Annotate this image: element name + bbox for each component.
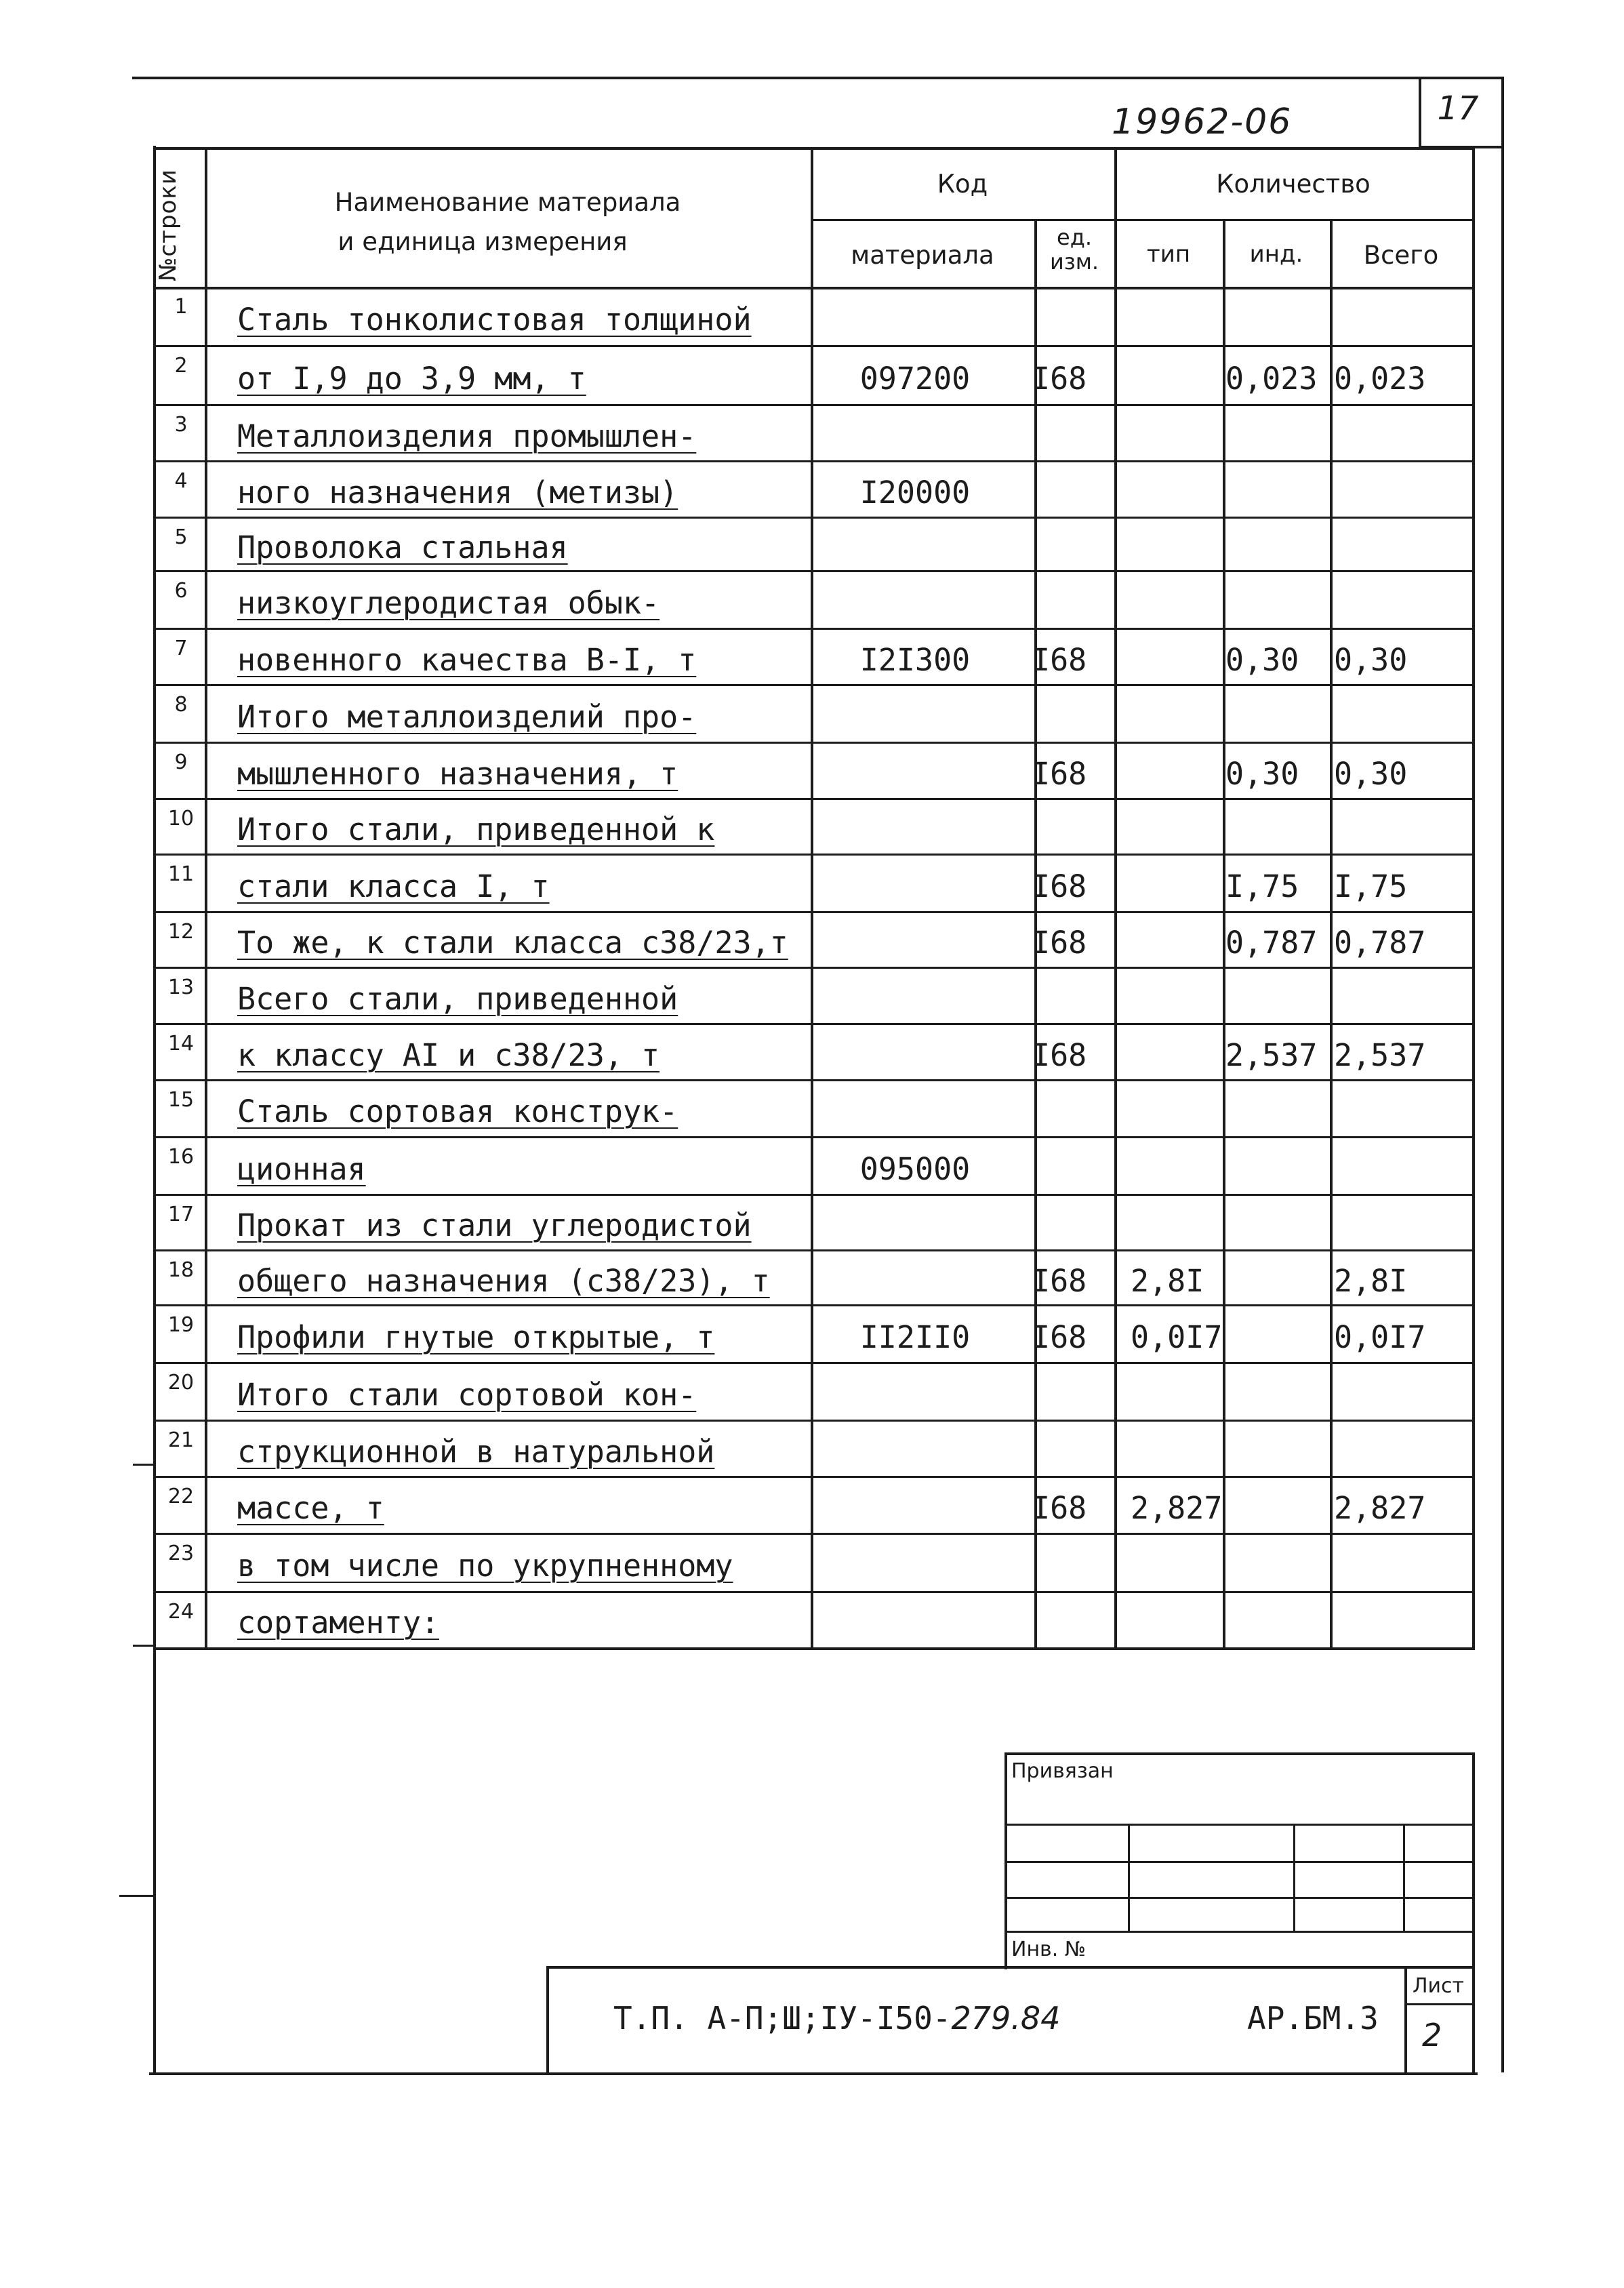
- sheet-number: 2: [1422, 2017, 1442, 2053]
- material-name: Сталь тонколистовая толщиной: [237, 301, 752, 338]
- unit-header-line2: изм.: [1049, 249, 1099, 275]
- ind-header: инд.: [1249, 241, 1303, 268]
- unit-code: I68: [1032, 755, 1087, 792]
- row-divider: [153, 404, 1475, 406]
- header-bottom-line: [153, 287, 1475, 289]
- unit-header-line1: ед.: [1057, 224, 1092, 250]
- row-number: 17: [167, 1203, 195, 1226]
- row-number: 4: [174, 469, 188, 493]
- unit-code: I68: [1032, 1262, 1087, 1299]
- linked-label: Привязан: [1011, 1759, 1114, 1783]
- material-name: общего назначения (с38/23), т: [237, 1262, 770, 1299]
- row-divider: [153, 1023, 1475, 1025]
- row-number: 10: [167, 807, 195, 830]
- material-code: 095000: [859, 1150, 971, 1187]
- row-divider: [153, 460, 1475, 462]
- material-name: струкционной в натуральной: [237, 1433, 715, 1470]
- tb-stamp-col3: [1403, 1824, 1405, 1931]
- material-name: низкоуглеродистая обык-: [237, 584, 660, 621]
- row-divider: [153, 1249, 1475, 1251]
- quantity-tip: 2,8I: [1131, 1262, 1204, 1299]
- material-name: массе, т: [237, 1490, 384, 1526]
- tip-header: тип: [1146, 241, 1191, 268]
- material-name: Сталь сортовая конструк-: [237, 1093, 678, 1129]
- row-divider: [153, 798, 1475, 800]
- row-number: 18: [167, 1258, 195, 1282]
- unit-code: I68: [1032, 1490, 1087, 1526]
- bottom-frame-line: [149, 2072, 1478, 2075]
- row-number: 9: [174, 750, 188, 774]
- material-name: мышленного назначения, т: [237, 755, 678, 792]
- material-name: Металлоизделия промышлен-: [237, 418, 697, 454]
- row-divider: [153, 1533, 1475, 1535]
- material-header: материала: [851, 241, 994, 270]
- tb-stamp-col2: [1293, 1824, 1295, 1931]
- row-number: 15: [167, 1088, 195, 1112]
- row-divider: [153, 1136, 1475, 1138]
- material-name: ного назначения (метизы): [237, 474, 678, 510]
- sheet-number-top: 17: [1437, 89, 1479, 127]
- quantity-ind: 0,30: [1225, 755, 1299, 792]
- material-name: То же, к стали класса с38/23,т: [237, 925, 788, 961]
- quantity-tip: 0,0I7: [1131, 1319, 1223, 1355]
- tb-stamp-right: [1472, 1752, 1475, 2072]
- material-name: Профили гнутые открытые, т: [237, 1319, 715, 1355]
- quantity-ind: I,75: [1225, 868, 1299, 904]
- row-divider: [153, 1362, 1475, 1364]
- material-code: II2II0: [859, 1319, 971, 1355]
- material-name: Итого стали, приведенной к: [237, 811, 715, 847]
- name-header-line2: и единица измерения: [338, 227, 628, 256]
- name-header-line1: Наименование материала: [334, 188, 681, 217]
- col-unit-line: [1114, 147, 1117, 1649]
- row-divider: [153, 570, 1475, 572]
- row-divider: [153, 967, 1475, 969]
- row-divider: [153, 517, 1475, 519]
- right-frame-line: [1501, 77, 1504, 2072]
- quantity-total: 0,0I7: [1334, 1319, 1426, 1355]
- col-ind-line: [1330, 219, 1333, 1649]
- row-number: 21: [167, 1428, 195, 1452]
- row-divider: [153, 1304, 1475, 1306]
- material-name: к классу АI и с38/23, т: [237, 1037, 660, 1073]
- col-rownum-line: [205, 147, 207, 1649]
- row-number: 22: [167, 1485, 195, 1508]
- row-divider: [153, 1420, 1475, 1422]
- tb-sheet-split: [1404, 2003, 1475, 2005]
- quantity-total: 2,8I: [1334, 1262, 1408, 1299]
- row-number: 24: [167, 1600, 195, 1624]
- material-name: новенного качества В-I, т: [237, 641, 697, 678]
- material-code: I20000: [859, 474, 971, 510]
- row-number: 1: [174, 295, 188, 319]
- quantity-ind: 0,023: [1225, 360, 1318, 397]
- row-number: 11: [167, 862, 195, 886]
- material-name: стали класса I, т: [237, 868, 550, 904]
- header-sub-line: [811, 219, 1472, 221]
- project-code: [613, 2000, 1060, 2036]
- row-number-header: №строки: [155, 169, 182, 281]
- tb-main-top: [546, 1966, 1475, 1969]
- unit-code: I68: [1032, 925, 1087, 961]
- row-divider: [153, 742, 1475, 744]
- quantity-ind: 2,537: [1225, 1037, 1318, 1073]
- row-number: 6: [174, 579, 188, 603]
- row-number: 23: [167, 1542, 195, 1565]
- row-divider: [153, 1476, 1475, 1478]
- row-divider: [153, 854, 1475, 856]
- left-frame-line: [153, 146, 156, 2072]
- quantity-header: Количество: [1216, 169, 1371, 199]
- table-right-line: [1472, 147, 1475, 1649]
- project-code-prefix: Т.П. А-П;Ш;IУ-I50-: [613, 2000, 952, 2036]
- quantity-tip: 2,827: [1131, 1490, 1223, 1526]
- margin-tick-2: [133, 1645, 153, 1647]
- material-name: сортаменту:: [237, 1605, 440, 1641]
- unit-code: I68: [1032, 360, 1087, 397]
- material-name: Всего стали, приведенной: [237, 980, 678, 1017]
- tb-stamp-col1: [1128, 1824, 1130, 1931]
- row-divider: [153, 1591, 1475, 1593]
- total-header: Всего: [1363, 241, 1439, 270]
- quantity-total: 0,30: [1334, 641, 1408, 678]
- unit-code: I68: [1032, 1037, 1087, 1073]
- tb-stamp-top: [1004, 1752, 1475, 1755]
- quantity-total: I,75: [1334, 868, 1408, 904]
- quantity-total: 2,537: [1334, 1037, 1426, 1073]
- material-name: Итого стали сортовой кон-: [237, 1376, 697, 1413]
- row-divider: [153, 911, 1475, 913]
- table-top-line: [153, 147, 1475, 150]
- inventory-number-label: Инв. №: [1011, 1938, 1087, 1961]
- row-number: 8: [174, 693, 188, 717]
- tb-main-left: [546, 1966, 549, 2072]
- row-number: 3: [174, 413, 188, 437]
- quantity-total: 0,023: [1334, 360, 1426, 397]
- table-bottom-line: [153, 1647, 1475, 1650]
- material-name: Итого металлоизделий про-: [237, 698, 697, 735]
- row-divider: [153, 1194, 1475, 1196]
- margin-tick-3: [119, 1895, 153, 1897]
- row-number: 20: [167, 1371, 195, 1394]
- row-number: 12: [167, 920, 195, 944]
- material-name: Прокат из стали углеродистой: [237, 1207, 752, 1243]
- row-divider: [153, 1079, 1475, 1081]
- unit-code: I68: [1032, 641, 1087, 678]
- code-header: Код: [937, 169, 988, 199]
- quantity-ind: 0,787: [1225, 925, 1318, 961]
- material-name: ционная: [237, 1150, 366, 1187]
- quantity-ind: 0,30: [1225, 641, 1299, 678]
- margin-tick-1: [133, 1464, 153, 1466]
- material-name: в том числе по укрупненному: [237, 1548, 733, 1584]
- row-number: 5: [174, 525, 188, 549]
- row-divider: [153, 345, 1475, 347]
- sheet-label: Лист: [1413, 1974, 1465, 1998]
- material-code: 097200: [859, 360, 971, 397]
- row-divider: [153, 684, 1475, 686]
- series-code: АР.БМ.3: [1247, 2000, 1379, 2036]
- row-number: 13: [167, 976, 195, 999]
- quantity-total: 2,827: [1334, 1490, 1426, 1526]
- top-frame-line: [132, 77, 1501, 79]
- project-code-handwritten: 279.84: [951, 2000, 1061, 2036]
- material-name: от I,9 до 3,9 мм, т: [237, 360, 586, 397]
- row-number: 14: [167, 1032, 195, 1056]
- material-code: I2I300: [859, 641, 971, 678]
- quantity-total: 0,30: [1334, 755, 1408, 792]
- row-number: 7: [174, 637, 188, 660]
- unit-code: I68: [1032, 1319, 1087, 1355]
- document-number: 19962-06: [1112, 102, 1293, 142]
- tb-stamp-line4: [1004, 1931, 1475, 1933]
- quantity-total: 0,787: [1334, 925, 1426, 961]
- material-name: Проволока стальная: [237, 529, 568, 565]
- tb-sheet-col: [1404, 1966, 1407, 2072]
- row-number: 2: [174, 354, 188, 378]
- row-divider: [153, 628, 1475, 630]
- row-number: 19: [167, 1313, 195, 1337]
- unit-code: I68: [1032, 868, 1087, 904]
- row-number: 16: [167, 1145, 195, 1169]
